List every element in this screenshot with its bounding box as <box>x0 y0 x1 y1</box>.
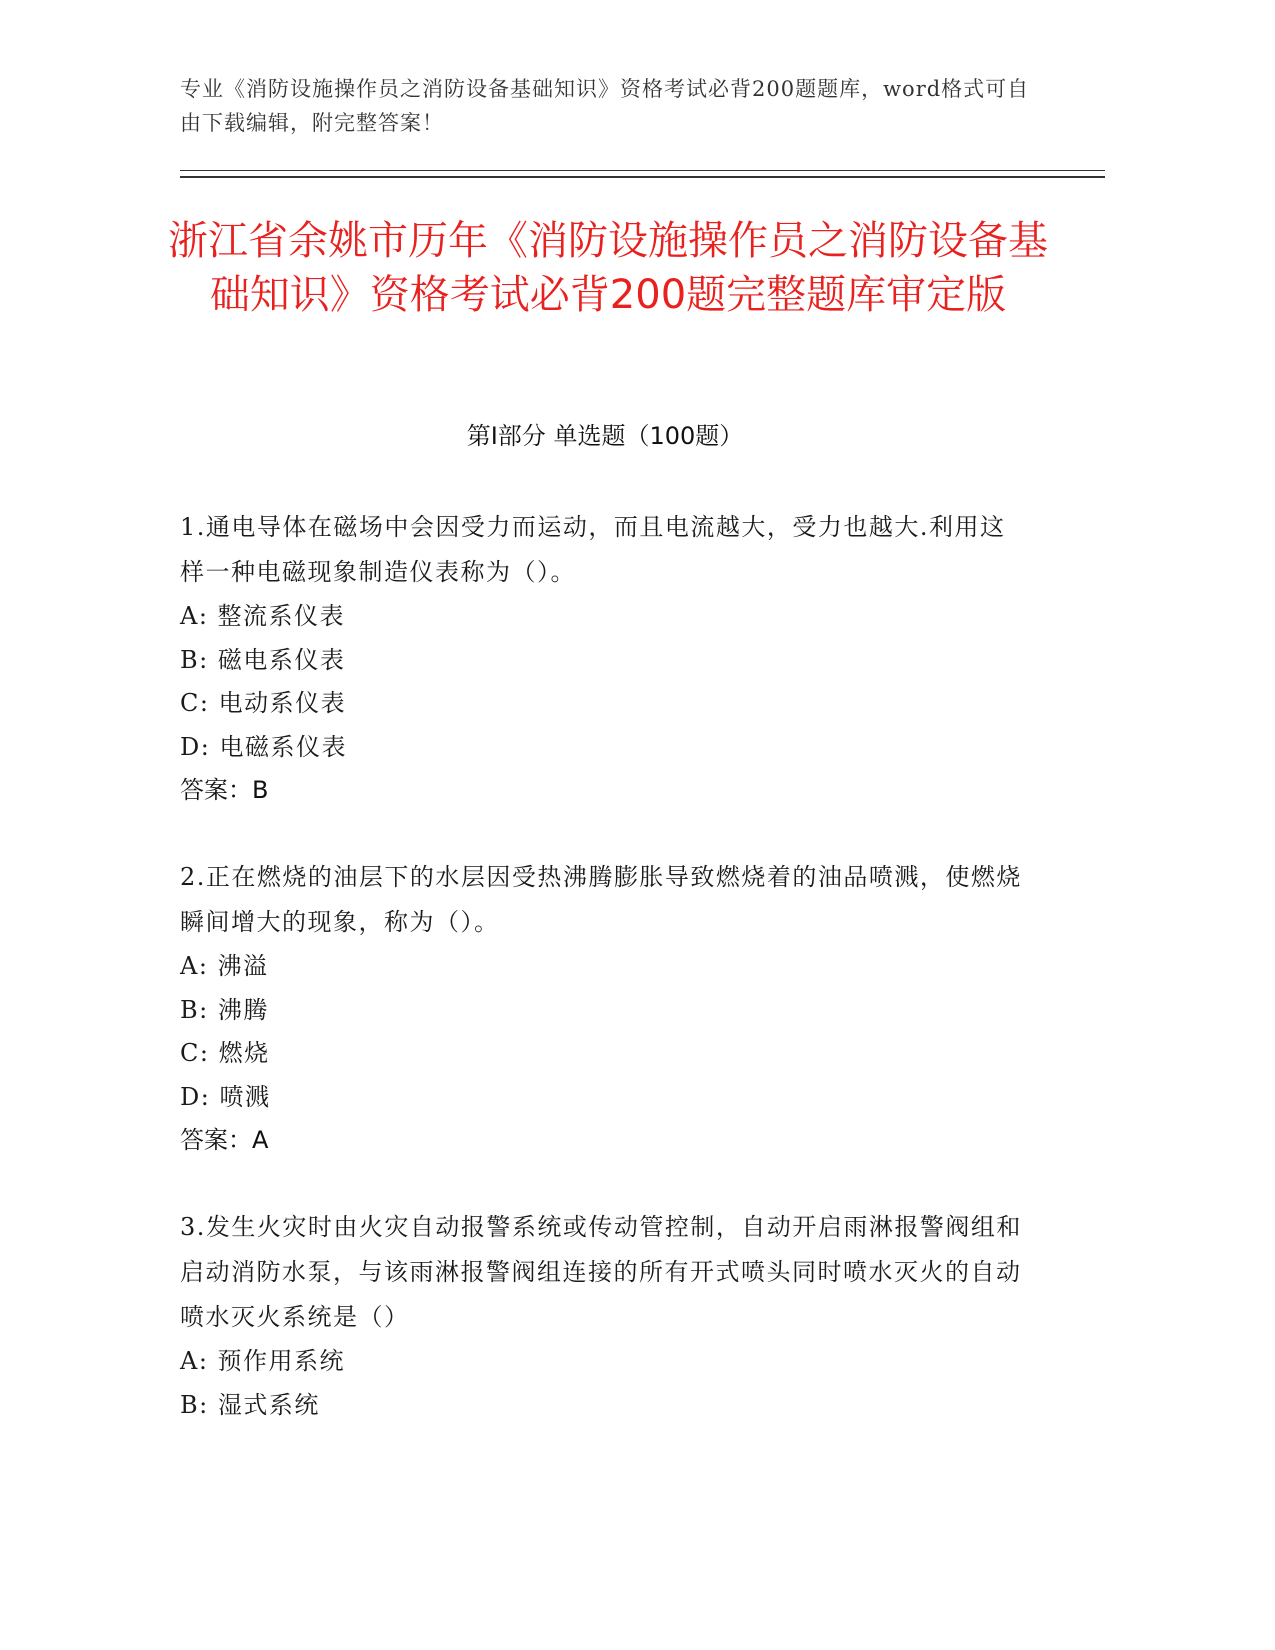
header-divider-thin <box>180 170 1105 171</box>
question-3 <box>180 1205 1030 1427</box>
option-c: C: 燃烧 <box>180 1039 270 1067</box>
header-divider-thick <box>180 176 1105 178</box>
document-title: 浙江省余姚市历年《消防设施操作员之消防设备基础知识》资格考试必背200题完整题库审定版 <box>168 218 1048 318</box>
option-a: A: 预作用系统 <box>180 1347 346 1375</box>
question-stem: 2.正在燃烧的油层下的水层因受热沸腾膨胀导致燃烧着的油品喷溅，使燃烧瞬间增大的现象，称为（）。 <box>180 863 1022 936</box>
option-b: B: 湿式系统 <box>180 1390 320 1419</box>
option-c: C: 电动系仪表 <box>180 689 347 717</box>
option-d: D: 喷溅 <box>180 1082 271 1111</box>
question-stem: 3.发生火灾时由火灾自动报警系统或传动管控制，自动开启雨淋报警阀组和启动消防水泵，与该雨淋报警阀组连接的所有开式喷头同时喷水灭火的自动喷水灭火系统是（） <box>180 1213 1022 1331</box>
question-stem: 1.通电导体在磁场中会因受力而运动，而且电流越大，受力也越大.利用这样一种电磁现象制造仪表称为（）。 <box>180 513 1006 586</box>
option-b: B: 沸腾 <box>180 995 269 1024</box>
option-b: B: 磁电系仪表 <box>180 645 346 674</box>
option-a: A: 沸溢 <box>180 952 269 980</box>
answer-line: 答案：B <box>180 776 269 804</box>
question-1 <box>180 505 1030 812</box>
option-d: D: 电磁系仪表 <box>180 732 347 761</box>
option-a: A: 整流系仪表 <box>180 602 346 630</box>
question-2 <box>180 855 1030 1162</box>
question-list <box>180 505 1030 1470</box>
header-note: 专业《消防设施操作员之消防设备基础知识》资格考试必背200题题库，word格式可自由下载编辑，附完整答案！ <box>180 77 1030 135</box>
answer-line: 答案：A <box>180 1126 269 1154</box>
section-title: 第Ⅰ部分 单选题（100题） <box>466 422 744 450</box>
